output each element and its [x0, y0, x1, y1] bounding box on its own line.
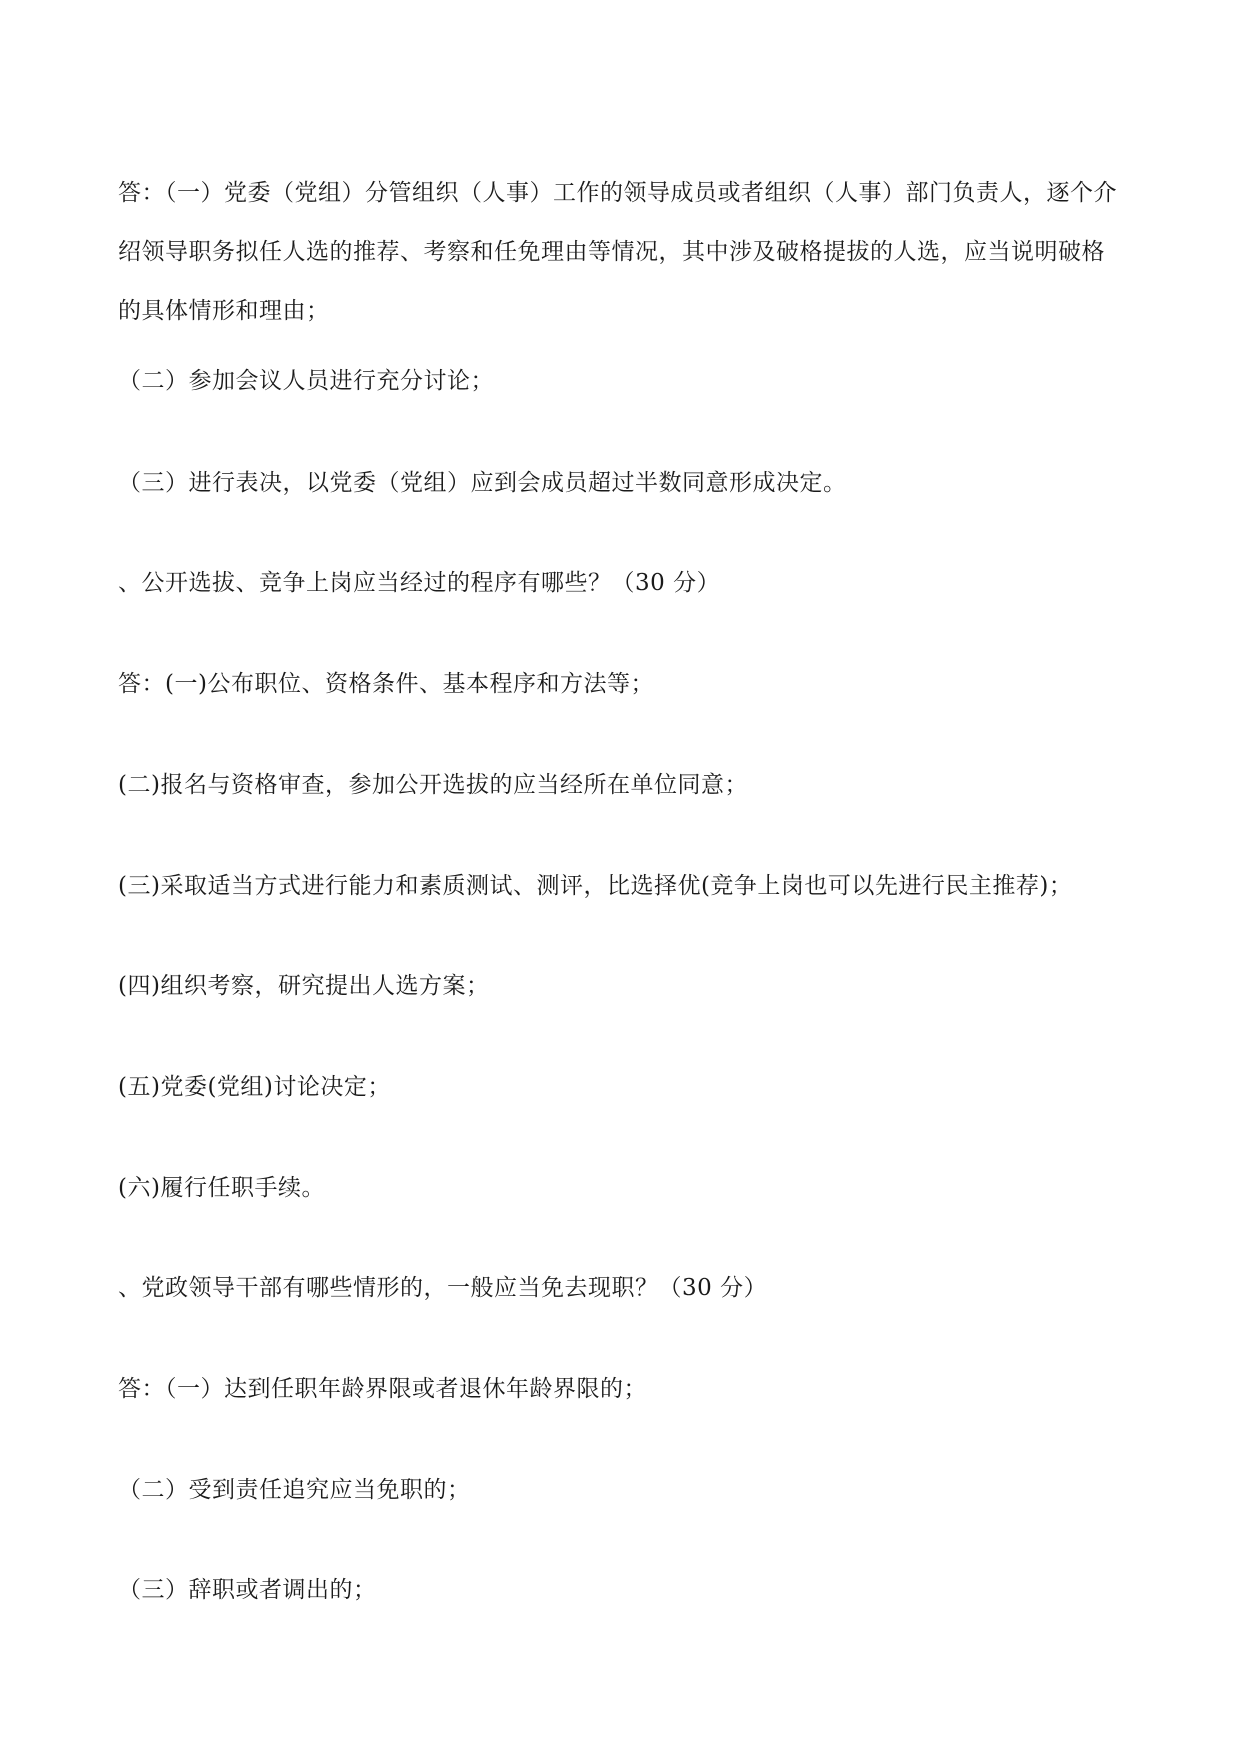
answer-paragraph-1: 答：（一）党委（党组）分管组织（人事）工作的领导成员或者组织（人事）部门负责人，逐个介绍领导职务拟任人选的推荐、考察和任免理由等情况，其中涉及破格提拔的人选，应当说明破格的具体情形和理由；: [118, 180, 1117, 324]
answer-2-item-2: (二)报名与资格审查，参加公开选拔的应当经所在单位同意；: [118, 772, 748, 798]
answer-3-item-3: （三）辞职或者调出的；: [118, 1577, 377, 1603]
answer-item-3: （三）进行表决，以党委（党组）应到会成员超过半数同意形成决定。: [118, 470, 847, 496]
answer-2-item-3: (三)采取适当方式进行能力和素质测试、测评，比选择优(竞争上岗也可以先进行民主推荐)；: [118, 873, 1073, 899]
answer-2-item-5: (五)党委(党组)讨论决定；: [118, 1074, 391, 1100]
answer-3-item-2: （二）受到责任追究应当免职的；: [118, 1477, 471, 1503]
answer-2-item-4: (四)组织考察，研究提出人选方案；: [118, 973, 490, 999]
answer-3-item-1: 答：（一）达到任职年龄界限或者退休年龄界限的；: [118, 1376, 647, 1402]
answer-item-2: （二）参加会议人员进行充分讨论；: [118, 368, 494, 394]
question-2: 、公开选拔、竞争上岗应当经过的程序有哪些？（30 分）: [118, 570, 721, 596]
answer-2-item-1: 答：(一)公布职位、资格条件、基本程序和方法等；: [118, 671, 654, 697]
answer-2-item-6: (六)履行任职手续。: [118, 1175, 325, 1201]
question-3: 、党政领导干部有哪些情形的，一般应当免去现职？（30 分）: [118, 1275, 768, 1301]
